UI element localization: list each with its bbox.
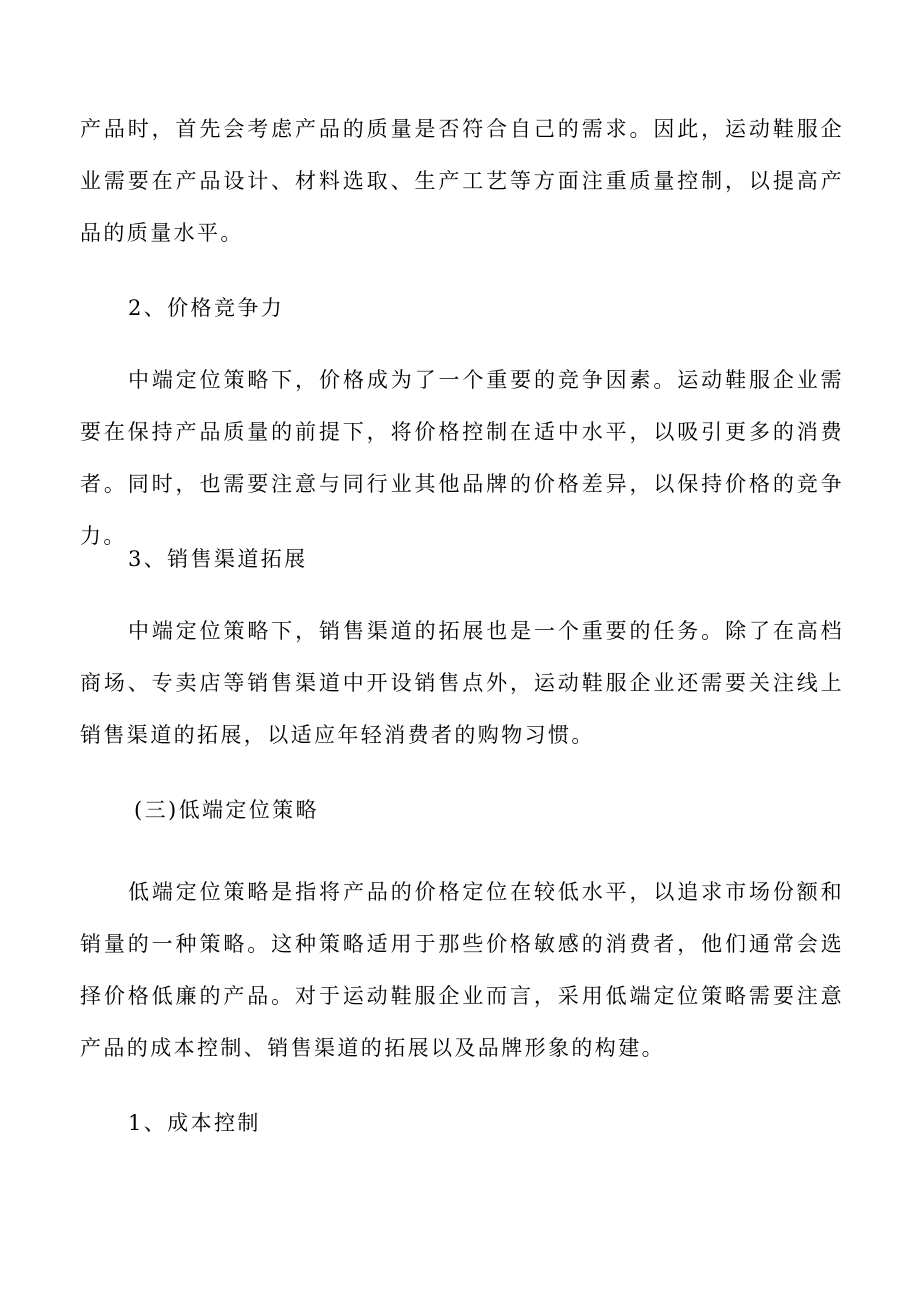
section-heading-low-end-strategy: (三)低端定位策略 [134,798,319,822]
section-heading-price-competitiveness: 2、价格竞争力 [128,296,285,320]
body-paragraph-quality: 产品时，首先会考虑产品的质量是否符合自己的需求。因此，运动鞋服企业需要在产品设计、材料选取、生产工艺等方面注重质量控制，以提高产品的质量水平。 [80,117,844,245]
section-heading-cost-control: 1、成本控制 [128,1111,261,1135]
body-paragraph-channel: 中端定位策略下，销售渠道的拓展也是一个重要的任务。除了在高档商场、专卖店等销售渠道中开设销售点外，运动鞋服企业还需要关注线上销售渠道的拓展，以适应年轻消费者的购物习惯。 [80,619,844,747]
body-paragraph-low-end: 低端定位策略是指将产品的价格定位在较低水平，以追求市场份额和销量的一种策略。这种策略适用于那些价格敏感的消费者，他们通常会选择价格低廉的产品。对于运动鞋服企业而言，采用低端定位策略需要注意产品的成本控制、销售渠道的拓展以及品牌形象的构建。 [80,880,844,1060]
section-heading-sales-channel: 3、销售渠道拓展 [128,547,308,571]
body-paragraph-price: 中端定位策略下，价格成为了一个重要的竞争因素。运动鞋服企业需要在保持产品质量的前提下，将价格控制在适中水平，以吸引更多的消费者。同时，也需要注意与同行业其他品牌的价格差异，以保持价格的竞争力。 [80,368,844,548]
